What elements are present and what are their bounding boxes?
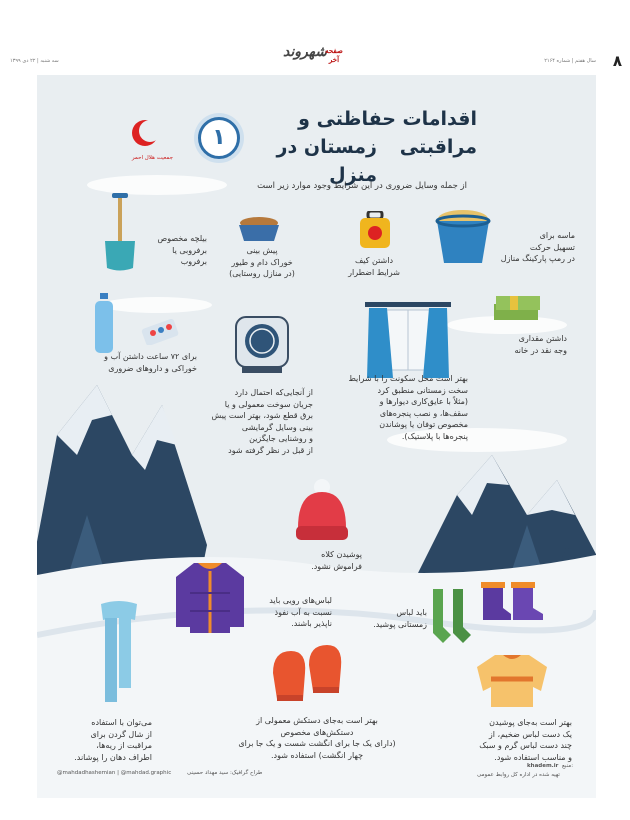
heater-icon <box>234 315 290 375</box>
heater-line: از آنجایی‌که احتمال دارد <box>234 388 313 397</box>
money-line: وجه نقد در خانه <box>514 345 567 355</box>
boots-icon <box>477 580 547 624</box>
bag-line: داشتن کیف <box>354 256 394 265</box>
prepared-by: تهیه شده در اداره کل روابط عمومی <box>477 772 560 778</box>
scarf-line: می‌توان با استفاده <box>91 718 152 727</box>
heater-line: برق قطع شود، بهتر است پیش <box>211 411 313 420</box>
designer-credit: طراح گرافیک: سید مهداد حسینی <box>187 770 263 776</box>
sweater-line: چند دست لباس گرم و سبک <box>479 741 572 750</box>
window-line: سقف‌ها، و نصب پنجره‌های <box>379 408 468 418</box>
winter-hat-icon <box>290 478 354 544</box>
food-line: پیش بینی <box>246 246 278 255</box>
window-line: بهتر است محل سکونت را با شرایط <box>348 374 468 383</box>
mittens-line: بهتر است به‌جای دستکش معمولی از <box>256 716 378 725</box>
food-line: خوراک دام و طیور <box>231 257 293 267</box>
sand-line: ماسه برای <box>539 231 575 240</box>
date-info: سه شنبه | ۲۲ دی ۱۳۹۹ <box>10 58 59 64</box>
jacket-line: ناپذیر باشند. <box>291 619 332 628</box>
boots-line: زمستانی پوشید. <box>373 619 427 629</box>
red-crescent-icon <box>129 117 161 149</box>
pet-food-icon <box>236 215 282 245</box>
water-bottle-icon <box>92 293 116 355</box>
hat-line: پوشیدن کلاه <box>321 550 362 559</box>
shovel-line: برفروب <box>180 257 207 266</box>
shovel-text <box>127 233 207 268</box>
source-url: khadem.ir <box>527 763 559 769</box>
sweater-text <box>457 717 572 763</box>
jacket-line: لباس‌های رویی باید <box>269 596 332 605</box>
jacket-line: نسبت به آب نفوذ <box>274 607 332 617</box>
newspaper-logo <box>265 44 345 66</box>
food-text <box>217 245 307 280</box>
red-crescent-label: جمعیت هلال احمر <box>131 155 173 161</box>
jacket-text <box>252 595 332 630</box>
logo-text: شهروند <box>283 44 327 60</box>
heater-line: بینی وسایل گرمایشی <box>241 422 313 432</box>
boots-line: باید لباس <box>396 608 427 617</box>
mittens-line: چهار انگشت) استفاده شود. <box>270 750 364 760</box>
pills-icon <box>141 319 181 345</box>
scarf-text <box>62 717 152 763</box>
scarf-line: مراقبت از ریه‌ها، <box>96 741 152 750</box>
title-line-1: اقدامات حفاظتی و مراقبتی <box>298 108 477 158</box>
heater-text <box>203 387 313 456</box>
window-line: پنجره‌ها با پلاستیک). <box>401 431 468 441</box>
heater-line: جریان سوخت معمولی و یا <box>224 399 313 409</box>
window-line: سخت زمستانی منطبق کرد <box>377 385 468 395</box>
money-line: داشتن مقداری <box>518 334 567 343</box>
hat-line: فراموش نشود. <box>311 561 362 571</box>
scarf-icon <box>95 598 143 708</box>
mittens-icon <box>269 643 349 705</box>
sand-text <box>457 230 575 265</box>
infographic-panel <box>37 75 596 798</box>
logo-subtitle: صفحه آخر <box>325 46 343 64</box>
window-line: مخصوص توفان یا پوشاندن <box>379 420 468 429</box>
sand-line: تسهیل حرکت <box>529 242 575 252</box>
scarf-line: از شال گردن برای <box>90 729 152 739</box>
mittens-line: دستکش‌های مخصوص <box>280 727 354 737</box>
heater-line: از قبل در نظر گرفته شود <box>228 445 313 455</box>
designer-handles: @mahdadhashemian | @mahdad.graphic <box>57 770 172 776</box>
issue-info: سال هفتم | شماره ۲۱۶۴ <box>544 58 596 64</box>
bag-line: شرایط اضطرار <box>348 267 400 277</box>
socks-icon <box>429 587 473 645</box>
sweater-line: یک دست لباس ضخیم، از <box>488 729 572 739</box>
window-curtain-icon <box>363 300 453 382</box>
jacket-icon <box>172 557 248 637</box>
sweater-line: بهتر است به‌جای پوشیدن <box>489 718 572 727</box>
bag-text <box>337 255 411 278</box>
mittens-line: (دارای یک جا برای انگشت شست و یک جا برای <box>238 739 396 748</box>
sweater-line: و مناسب استفاده شود. <box>494 752 572 762</box>
scarf-line: اطراف دهان را پوشاند. <box>74 752 152 762</box>
source-label: منبع: <box>562 763 574 769</box>
window-text <box>333 373 468 442</box>
water-text <box>82 351 197 374</box>
page-number: ۸ <box>612 52 622 70</box>
window-line: (مثلاً با عایق‌کاری دیوارها و <box>379 397 468 406</box>
title-line-2: زمستان در منزل <box>276 136 377 186</box>
mittens-text <box>232 715 402 761</box>
section-number: ۱ <box>198 117 240 159</box>
sweater-icon <box>475 651 549 709</box>
food-line: (در منازل روستایی) <box>229 269 295 278</box>
subtitle: از جمله وسایل ضروری در این شرایط وجود موارد زیر است <box>257 181 467 191</box>
sand-line: در رمپ پارکینگ منازل <box>500 254 575 263</box>
emergency-bag-icon <box>358 211 392 251</box>
shovel-line: بیلچه مخصوص <box>157 234 207 243</box>
heater-line: و روشنایی جایگزین <box>249 434 313 443</box>
cash-icon <box>492 290 542 326</box>
hat-text <box>292 549 362 572</box>
boots-text <box>367 607 427 630</box>
shovel-line: برفروبی یا <box>172 245 207 255</box>
money-text <box>487 333 567 356</box>
water-line: برای ۷۲ ساعت داشتن آب و <box>104 352 197 361</box>
page-header <box>0 0 630 70</box>
water-line: خوراکی و داروهای ضروری <box>108 363 197 373</box>
